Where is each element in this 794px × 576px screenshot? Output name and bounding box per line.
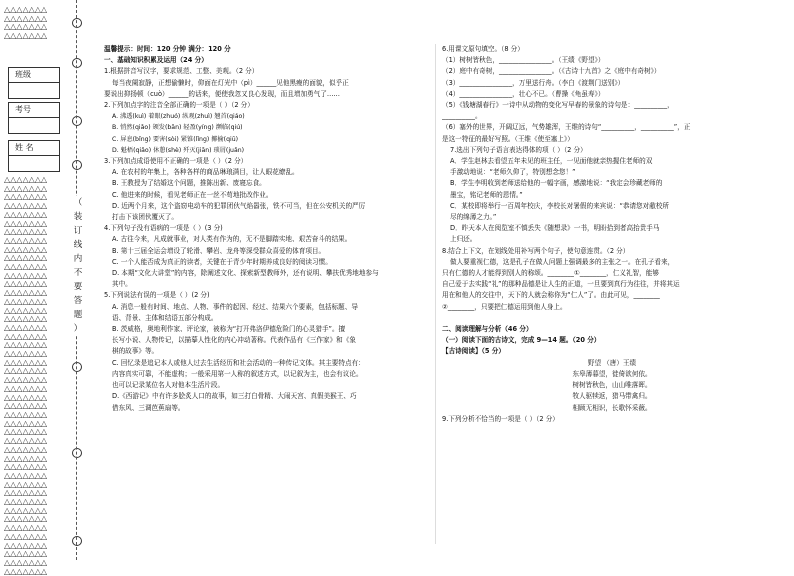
text-line: C．某校即将举行一百周年校庆，李校长对暑假的来宾说：“恭请您对敝校所 — [450, 201, 670, 210]
text-line: 是这一特征的最好写照。（王维《使至塞上》） — [442, 134, 574, 143]
triangle-row: △△△△△△△ — [4, 244, 48, 254]
text-line: 用在和他人的交往中，天下的人就会称你为“仁人”了。由此可见，________ — [442, 291, 660, 300]
triangle-row: △△△△△△△ — [4, 418, 48, 428]
right-column — [442, 44, 782, 425]
triangle-row: △△△△△△△ — [4, 488, 48, 498]
triangle-row: △△△△△△△ — [4, 392, 48, 402]
hole-circle-2 — [72, 58, 82, 68]
column-divider — [435, 44, 436, 544]
triangle-row: △△△△△△△ — [4, 322, 48, 332]
text-line: 打击下该团伙覆灭了。 — [112, 213, 178, 222]
text-line: D.《西游记》中有许多脍炙人口的故事，如三打白骨精、大闹天宫、真假美猴王、巧 — [112, 392, 357, 401]
text-line: C. 他进来的时候，看见老师正在一丝不苟地批改作业。 — [112, 190, 273, 199]
binding-char: 装 — [73, 212, 83, 222]
text-line: 5.下列说法有误的一项是（ ）(2 分) — [104, 291, 210, 300]
triangle-row: △△△△△△△ — [4, 314, 48, 324]
text-line: 只有仁德的人才能得到别人的称颂。________①________，仁义礼智，能够 — [442, 269, 659, 278]
text-line: 温馨提示：时间：120 分钟 满分：120 分 — [104, 45, 231, 53]
triangle-row: △△△△△△△ — [4, 31, 48, 41]
number-field[interactable] — [9, 118, 59, 133]
triangle-row: △△△△△△△ — [4, 375, 48, 385]
text-line: 手激动地说：“老师久仰了，特别想念您！” — [450, 168, 576, 177]
text-line: B. 第十三届全运会增设了轮滑、攀岩、龙舟等深受群众喜爱的体育项目。 — [112, 246, 326, 255]
text-line: 2.下列加点字的注音全部正确的一项是（ ）（2 分） — [104, 101, 254, 110]
triangle-row: △△△△△△△ — [4, 13, 48, 23]
text-line: （一）阅读下面的古诗文，完成 9—14 题。（20 分） — [442, 336, 601, 345]
text-line: B. 王教授为了结婚这个问题，推陈出新、废寝忘食。 — [112, 179, 266, 188]
binding-char: 要 — [73, 282, 83, 292]
text-line: D. 本期“文化大讲堂”的内容，除阐述文化、探索新型教师外，还有说明、攀扶优秀地地参与 — [112, 269, 379, 278]
triangle-row: △△△△△△△ — [4, 470, 48, 480]
text-line: 4.下列句子没有语病的一项是（ ）(3 分) — [104, 224, 223, 233]
text-line: 其中。 — [112, 280, 132, 289]
binding-char: 答 — [73, 296, 83, 306]
triangle-row: △△△△△△△ — [4, 479, 48, 489]
triangle-row: △△△△△△△ — [4, 444, 48, 454]
triangle-row: △△△△△△△ — [4, 22, 48, 32]
triangle-row: △△△△△△△ — [4, 253, 48, 263]
triangle-row: △△△△△△△ — [4, 262, 48, 272]
triangle-row: △△△△△△△ — [4, 566, 48, 576]
text-line: 8.结合上下文，在划线处用补写两个句子，使句意连贯。（2 分） — [442, 246, 630, 255]
text-line: A. 古往今来，凡成就事业，对人类有作为的，无不是脚踏实地、艰苦奋斗的结果。 — [112, 235, 352, 244]
text-line: 长写小说、人物传记，以描摹人性化的内心冲动著称。代表作品有《三作家》和《象 — [112, 336, 356, 345]
text-line: A. 消息一般有时间、地点、人物、事件的起因、经过、结果六个要素，包括标题、导 — [112, 302, 358, 311]
triangle-row: △△△△△△△ — [4, 340, 48, 350]
triangle-row: △△△△△△△ — [4, 497, 48, 507]
triangle-row: △△△△△△△ — [4, 366, 48, 376]
triangle-row: △△△△△△△ — [4, 175, 48, 184]
text-line: 9.下列分析不恰当的一项是（ ）（2 分） — [442, 414, 559, 423]
text-line: 每当夜阑寂静，正想偷懒时，仰面在灯光中（pì）______见他黑瘦的面貌，似乎正 — [112, 78, 349, 87]
text-line: 内容真实可靠，不能虚构；一般采用第一人称的叙述方式，以记叙为主，也会有议论。 — [112, 369, 363, 378]
text-line: 墨宝，铭记老师的恩情。” — [450, 190, 523, 199]
text-line: 自己爱于去实践“礼”的那种品德是让人生的正道，一旦要到真行为往往，并将其运 — [442, 280, 680, 289]
text-line: D. 近两个月来，这个盗窃电动车的犯罪团伙气焰嚣张，铁不可当，但在公安机关的严厉 — [112, 201, 366, 210]
text-line: （4）________________，壮心不已。（曹操《龟虽寿》） — [442, 89, 605, 98]
class-label: 班级 — [9, 68, 59, 83]
name-label: 姓 名 — [9, 141, 59, 156]
text-line: 3.下列加点成语使用不正确的一项是（ ）（2 分） — [104, 157, 248, 166]
triangle-row: △△△△△△△ — [4, 557, 48, 567]
text-line: A．学生赵林去看望五年未见的班主任，一见面他就亲热握住老师的双 — [450, 157, 653, 166]
triangle-row: △△△△△△△ — [4, 453, 48, 463]
triangle-row: △△△△△△△ — [4, 296, 48, 306]
binding-char: 题 — [73, 310, 83, 320]
text-line: C. 屏息(bǐng) 要害(sòi) 紧锥(lǐng) 揶揄(qiū) — [112, 135, 239, 143]
triangle-row: △△△△△△△ — [4, 549, 48, 559]
left-column — [104, 44, 428, 414]
triangle-row: △△△△△△△ — [4, 227, 48, 237]
triangle-row: △△△△△△△ — [4, 209, 48, 219]
text-line: C. 回忆录是追记本人或他人过去生活经历和社会活动的一种传记文体。其主要特点有： — [112, 358, 365, 367]
text-line: 语、背景、主体和结语五部分构成。 — [112, 313, 218, 322]
triangle-row: △△△△△△△ — [4, 383, 48, 393]
binding-char: 内 — [73, 254, 83, 264]
name-box — [8, 140, 60, 172]
triangle-row: △△△△△△△ — [4, 540, 48, 550]
triangle-row: △△△△△△△ — [4, 401, 48, 411]
hole-circle-1 — [72, 18, 82, 28]
text-line: 尽的绵薄之力。” — [450, 213, 497, 222]
hole-circle-3 — [72, 116, 82, 126]
triangle-row: △△△△△△△ — [4, 462, 48, 472]
number-box — [8, 102, 60, 134]
triangle-row: △△△△△△△ — [4, 357, 48, 367]
text-line: 借东风、三调芭蕉扇等。 — [112, 403, 185, 412]
text-line: A. 在农村的年集上，各种各样的商品琳琅满目，让人眼花缭乱。 — [112, 168, 299, 177]
text-line: 6.用课文原句填空。（8 分） — [442, 45, 524, 53]
text-line: C. 一个人能否成为真正的读者，关键在于青少年时期养成良好的阅读习惯。 — [112, 257, 332, 266]
text-line: 树树皆秋色，山山唯落晖。 — [572, 381, 652, 390]
name-field[interactable] — [9, 156, 59, 171]
text-line: 做人要重视仁德，这是孔子在做人问题上强调最多的主张之一。在孔子看来， — [450, 257, 675, 266]
text-line: B. 悄然(qiǎo) 颁发(bān) 轻盈(yíng) 濒临(qiú) — [112, 124, 243, 132]
text-line: （3）________________，万里送行舟。（李白《渡荆门送别》） — [442, 78, 625, 87]
triangle-row: △△△△△△△ — [4, 270, 48, 280]
text-line: 牧人驱犊返，猎马带禽归。 — [572, 392, 652, 401]
text-line: 一、基础知识积累及运用（24 分） — [104, 56, 208, 65]
binding-margin — [0, 0, 100, 576]
triangle-pattern-top — [4, 6, 47, 41]
text-line: 东皋薄暮望，徙倚欲何依。 — [572, 369, 652, 378]
triangle-row: △△△△△△△ — [4, 218, 48, 228]
hole-circle-5 — [72, 362, 82, 372]
text-line: 也可以记录某位名人对他本生活片段。 — [112, 381, 225, 390]
triangle-row: △△△△△△△ — [4, 505, 48, 515]
triangle-row: △△△△△△△ — [4, 349, 48, 359]
triangle-row: △△△△△△△ — [4, 192, 48, 202]
triangle-row: △△△△△△△ — [4, 514, 48, 524]
text-line: 【古诗阅读】（5 分） — [442, 347, 505, 356]
triangle-pattern-bottom — [4, 176, 47, 576]
triangle-row: △△△△△△△ — [4, 5, 48, 14]
binding-notice — [73, 196, 83, 336]
text-line: （6）塞外的世界，开阔辽远，气势雄浑，王维的诗句“__________，__________”，正 — [442, 123, 691, 132]
text-line: （2）庭中有奇树，________________。（《古诗十九首》之《庭中有奇树》） — [442, 67, 661, 76]
hole-circle-6 — [72, 448, 82, 458]
class-box — [8, 67, 60, 99]
text-line: D．昨天本人在阅览室不慎丢失《随想录》一书，明盼拾到者高抬贵手马 — [450, 224, 660, 233]
triangle-row: △△△△△△△ — [4, 409, 48, 419]
triangle-row: △△△△△△△ — [4, 436, 48, 446]
text-line: 上归还。 — [450, 235, 477, 244]
binding-char: 不 — [73, 268, 83, 278]
text-line: 野望 （唐）王绩 — [587, 358, 637, 367]
triangle-row: △△△△△△△ — [4, 523, 48, 533]
triangle-row: △△△△△△△ — [4, 427, 48, 437]
text-line: （1）树树皆秋色，________________。（王绩《野望》） — [442, 56, 605, 65]
hole-circle-4 — [72, 160, 82, 170]
text-line: 二、阅读理解与分析（46 分） — [442, 325, 533, 334]
binding-char: ） — [73, 324, 83, 334]
text-line: D. 魁梧(qiǎo) 休憩(shè) 歼灭(jiān) 琐屑(juǎn) — [112, 146, 245, 154]
triangle-row: △△△△△△△ — [4, 331, 48, 341]
binding-char: 线 — [73, 240, 83, 250]
binding-char: 订 — [73, 226, 83, 236]
text-line: B．学生李明收到老师送给他的一幅字画，感激地说：“我定会珍藏老师的 — [450, 179, 663, 188]
text-line: ②________，只要把仁德运用到他人身上。 — [442, 302, 567, 311]
text-line: __________。 — [442, 112, 482, 121]
text-line: 7.选出下列句子语言表达得体的项（ ）（2 分） — [450, 145, 587, 154]
text-line: 相顾无相识，长歌怀采薇。 — [572, 403, 652, 412]
hole-circle-7 — [72, 536, 82, 546]
text-line: 棋的故事》等。 — [112, 347, 159, 356]
triangle-row: △△△△△△△ — [4, 235, 48, 245]
text-line: （5）《钱塘湖春行》一诗中从动物的变化写早春的景象的诗句是：__________， — [442, 101, 674, 110]
class-field[interactable] — [9, 83, 59, 98]
triangle-row: △△△△△△△ — [4, 288, 48, 298]
text-line: 1.根据拼音写汉字，要求规范、工整、美观。（2 分） — [104, 67, 259, 76]
number-label: 考号 — [9, 103, 59, 118]
text-line — [442, 313, 782, 324]
triangle-row: △△△△△△△ — [4, 183, 48, 193]
triangle-row: △△△△△△△ — [4, 531, 48, 541]
text-line: A. 沸透(kuì) 着眼(zhuó) 纵观(zhuì) 翘首(qiáo) — [112, 113, 245, 121]
binding-char: （ — [73, 198, 83, 208]
triangle-row: △△△△△△△ — [4, 201, 48, 211]
text-line: 要说出抑扬顿（cuò）______的话来，便使我忽又良心发现，而且增加勇气了…… — [104, 89, 341, 98]
triangle-row: △△△△△△△ — [4, 305, 48, 315]
text-line: B. 茨威格，奥地利作家、评论家，被称为“打开弗洛伊德危险门的心灵猎手”。擅 — [112, 325, 346, 334]
triangle-row: △△△△△△△ — [4, 279, 48, 289]
